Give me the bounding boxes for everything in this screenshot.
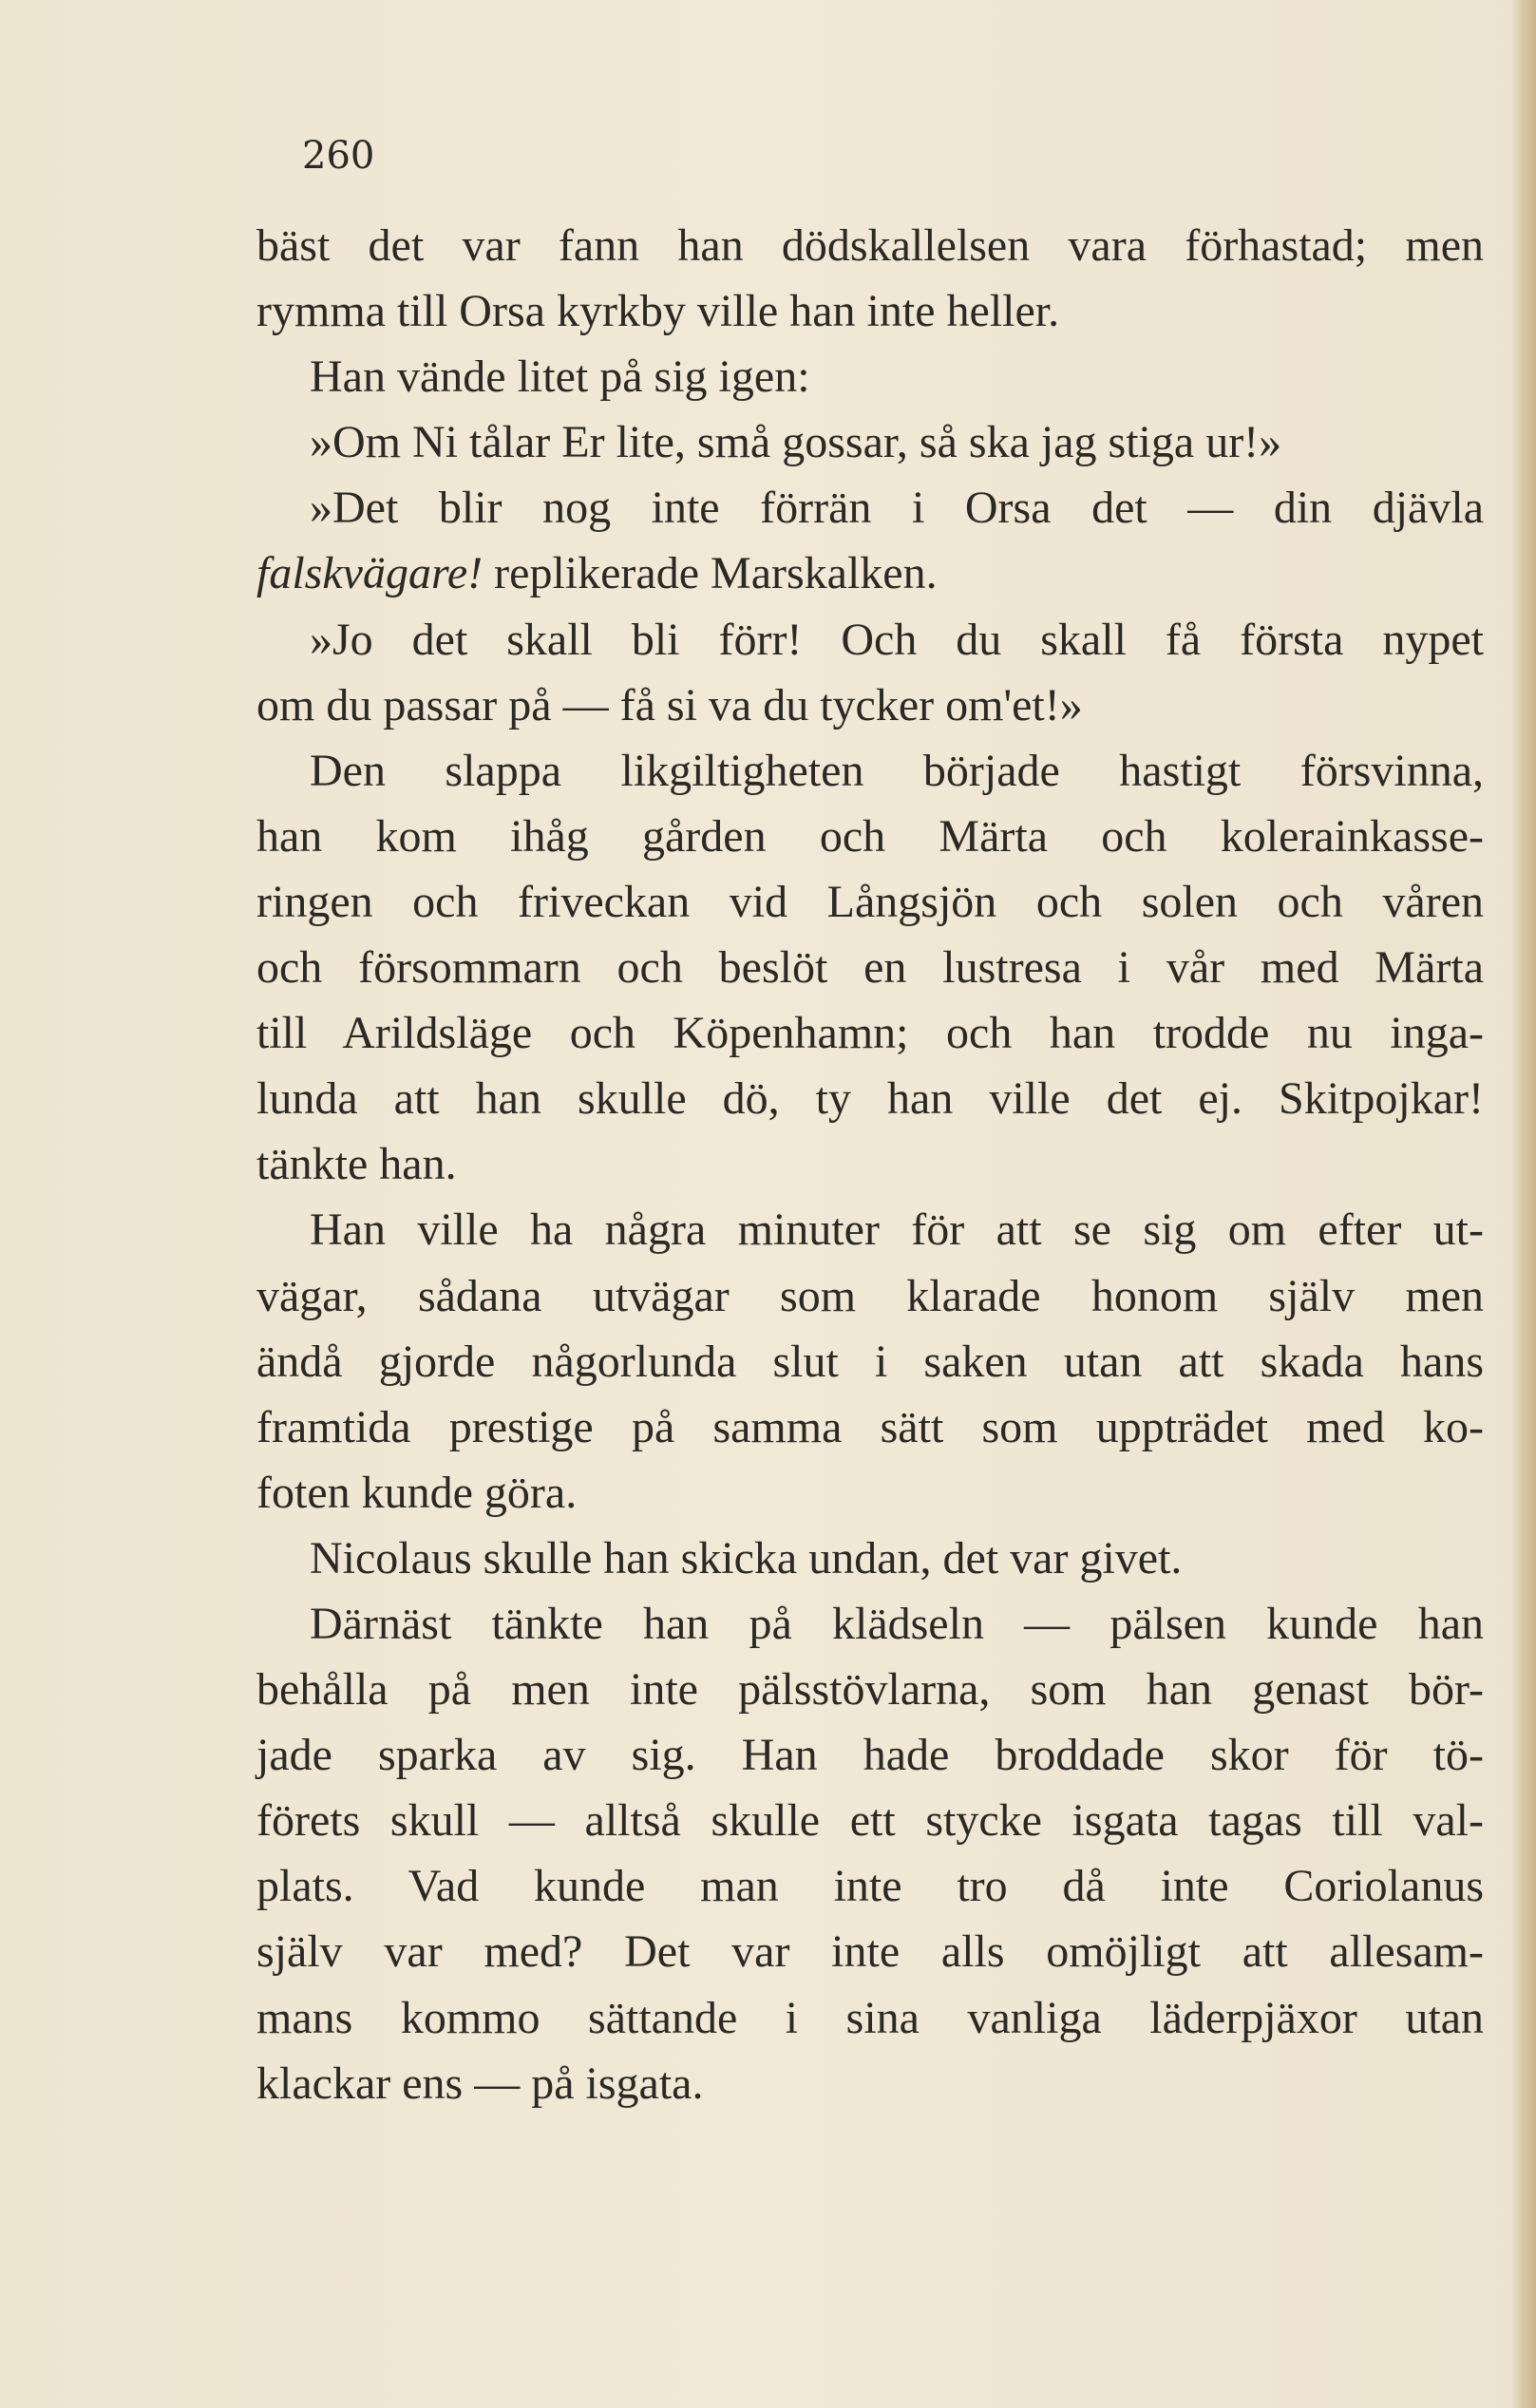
text-line: Därnäst tänkte han på klädseln — pälsen kunde han (310, 1598, 1484, 1649)
text-line: framtida prestige på samma sätt som uppträdet med ko- (256, 1401, 1484, 1452)
page-edge (1511, 0, 1536, 2408)
text-line: förets skull — alltså skulle ett stycke isgata tagas till val- (256, 1795, 1484, 1847)
text-line: själv var med? Det var inte alls omöjligt att allesam- (256, 1926, 1484, 1978)
text-line: han kom ihåg gården och Märta och kolerainkasse- (256, 810, 1484, 862)
text-line: bäst det var fann han dödskallelsen vara förhastad; men (256, 220, 1484, 271)
text-line: lunda att han skulle dö, ty han ville det ej. Skitpojkar! (256, 1073, 1484, 1125)
text-line: Den slappa likgiltigheten började hastigt försvinna, (310, 745, 1484, 796)
text-line: ringen och friveckan vid Långsjön och solen och våren (256, 876, 1484, 927)
text-line: mans kommo sättande i sina vanliga läderpjäxor utan (256, 1992, 1484, 2043)
text-line: Han vände litet på sig igen: (310, 351, 810, 403)
text-line: och försommarn och beslöt en lustresa i vår med Märta (256, 942, 1484, 994)
text-line (256, 540, 1484, 606)
text-line: plats. Vad kunde man inte tro då inte Coriolanus (256, 1861, 1484, 1912)
text-line: ändå gjorde någorlunda slut i saken utan att skada hans (256, 1336, 1484, 1387)
text-line: behålla på men inte pälsstövlarna, som han genast bör- (256, 1664, 1484, 1716)
emphasized-word: falskvägare! (256, 548, 484, 599)
text-line: Nicolaus skulle han skicka undan, det var givet. (310, 1532, 1183, 1583)
text-line: jade sparka av sig. Han hade broddade skor för tö- (256, 1730, 1484, 1781)
text-line: tänkte han. (256, 1139, 457, 1190)
text-line: till Arildsläge och Köpenhamn; och han trodde nu inga- (256, 1008, 1484, 1059)
text-line: vägar, sådana utvägar som klarade honom själv men (256, 1270, 1484, 1321)
text-line: foten kunde göra. (256, 1467, 578, 1518)
body-text (256, 213, 1484, 2116)
text-line: klackar ens — på isgata. (256, 2057, 704, 2109)
text-line: om du passar på — få si va du tycker om'et!» (256, 679, 1083, 730)
text-fragment: replikerade Marskalken. (483, 548, 938, 599)
text-line: »Jo det skall bli förr! Och du skall få första nypet (310, 614, 1484, 665)
page-number: 260 (302, 134, 375, 178)
text-line: »Om Ni tålar Er lite, små gossar, så ska jag stiga ur!» (310, 417, 1282, 468)
text-line: »Det blir nog inte förrän i Orsa det — din djävla (310, 483, 1484, 534)
text-line: Han ville ha några minuter för att se sig om efter ut- (310, 1204, 1484, 1256)
text-line: rymma till Orsa kyrkby ville han inte heller. (256, 286, 1060, 337)
